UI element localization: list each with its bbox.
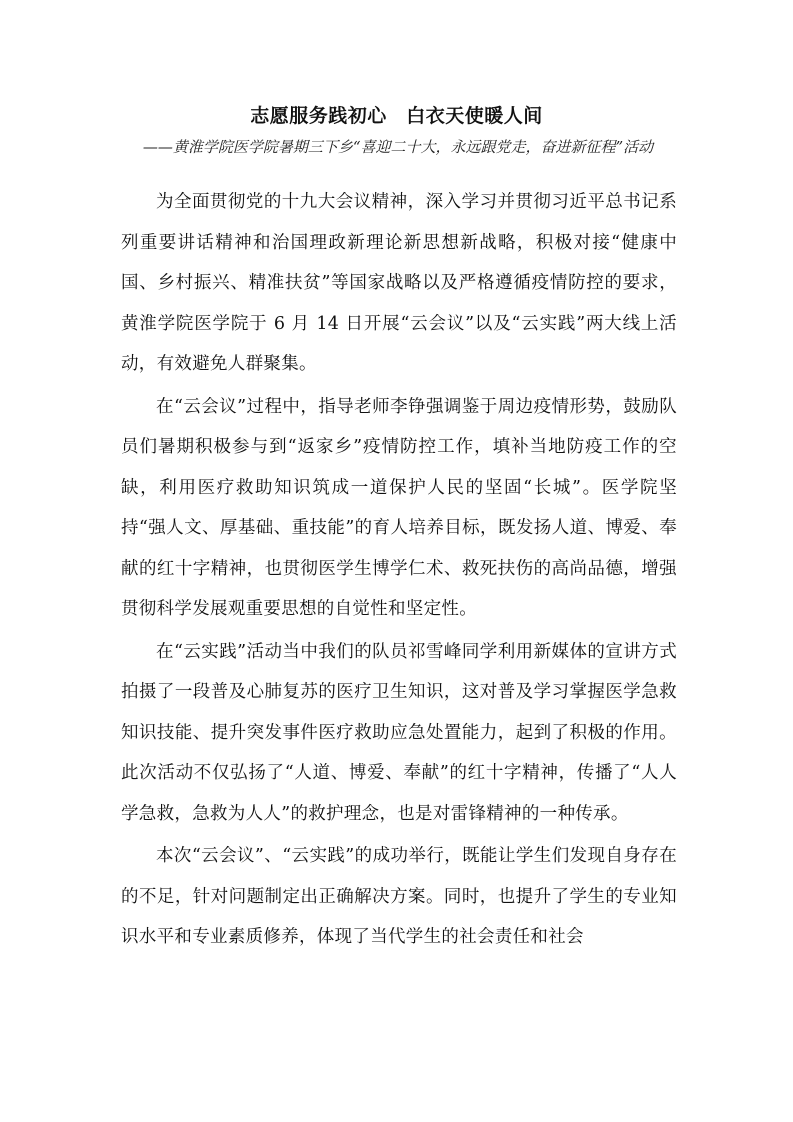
document-body	[121, 182, 677, 960]
paragraph-3: 在“云实践”活动当中我们的队员祁雪峰同学利用新媒体的宣讲方式拍摄了一段普及心肺复苏的医疗卫生知识，这对普及学习掌握医学急救知识技能、提升突发事件医疗救助应急处置能力，起到了积极的作用。此次活动不仅弘扬了“人道、博爱、奉献”的红十字精神，传播了“人人学急救，急救为人人”的救护理念，也是对雷锋精神的一种传承。	[121, 641, 677, 824]
document-subtitle: ——黄淮学院医学院暑期三下乡“喜迎二十大，永远跟党走，奋进新征程”活动	[142, 138, 654, 156]
paragraph-4: 本次“云会议”、“云实践”的成功举行，既能让学生们发现自身存在的不足，针对问题制定出正确解决方案。同时，也提升了学生的专业知识水平和专业素质修养，体现了当代学生的社会责任和社会	[121, 846, 677, 947]
document-title: 志愿服务践初心 白衣天使暖人间	[250, 105, 543, 127]
paragraph-1: 为全面贯彻党的十九大会议精神，深入学习并贯彻习近平总书记系列重要讲话精神和治国理政新理论新思想新战略，积极对接“健康中国、乡村振兴、精准扶贫”等国家战略以及严格遵循疫情防控的要求，黄淮学院医学院于 6 月 14 日开展“云会议”以及“云实践”两大线上活动，有效避免人群聚集。	[121, 192, 677, 374]
paragraph-2: 在“云会议”过程中，指导老师李铮强调鉴于周边疫情形势，鼓励队员们暑期积极参与到“返家乡”疫情防控工作，填补当地防疫工作的空缺，利用医疗救助知识筑成一道保护人民的坚固“长城”。医学院坚持“强人文、厚基础、重技能”的育人培养目标，既发扬人道、博爱、奉献的红十字精神，也贯彻医学生博学仁术、救死扶伤的高尚品德，增强贯彻科学发展观重要思想的自觉性和坚定性。	[121, 396, 677, 619]
